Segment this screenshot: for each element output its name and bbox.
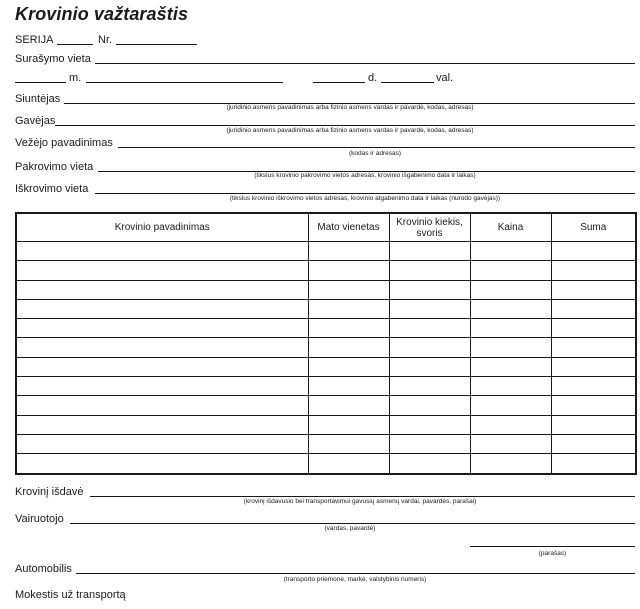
table-cell[interactable] xyxy=(551,357,636,376)
table-cell[interactable] xyxy=(470,434,551,453)
gavejas-field[interactable] xyxy=(55,125,635,126)
table-row xyxy=(16,415,636,434)
parasas-hint: (parašas) xyxy=(538,550,567,557)
cargo-table-wrapper xyxy=(15,212,635,473)
table-row xyxy=(16,454,636,474)
table-cell[interactable] xyxy=(470,299,551,318)
table-cell[interactable] xyxy=(308,434,389,453)
table-cell[interactable] xyxy=(308,415,389,434)
year-field[interactable] xyxy=(15,82,66,83)
siuntejas-label: Siuntėjas xyxy=(15,93,61,105)
table-row xyxy=(16,357,636,376)
surasymo-vieta-field[interactable] xyxy=(95,63,635,64)
nr-field[interactable] xyxy=(116,44,197,45)
table-cell[interactable] xyxy=(16,299,308,318)
col-header-kiekis-svoris: Krovinio kiekis, svoris xyxy=(389,213,470,242)
iskrovimo-field[interactable] xyxy=(95,193,635,194)
table-cell[interactable] xyxy=(308,280,389,299)
mokestis-label: Mokestis už transportą xyxy=(15,589,126,601)
day-field[interactable] xyxy=(313,82,365,83)
parasas-field[interactable] xyxy=(470,546,635,547)
table-cell[interactable] xyxy=(308,338,389,357)
table-cell[interactable] xyxy=(470,242,551,261)
table-cell[interactable] xyxy=(16,434,308,453)
table-cell[interactable] xyxy=(308,357,389,376)
table-row xyxy=(16,338,636,357)
cargo-table-header-row xyxy=(16,213,636,242)
iskrovimo-hint: (tikslus krovinio iškrovimo vietos adresas, krovinio atgabenimo data ir laikas (nurodo gavėjas)) xyxy=(229,195,501,202)
surasymo-vieta-label: Surašymo vieta xyxy=(15,53,91,65)
table-cell[interactable] xyxy=(16,415,308,434)
table-cell[interactable] xyxy=(308,242,389,261)
vairuotojo-label: Vairuotojo xyxy=(15,513,64,525)
document-title: Krovinio važtaraštis xyxy=(15,4,189,24)
table-cell[interactable] xyxy=(470,280,551,299)
vezejo-label: Vežėjo pavadinimas xyxy=(15,137,113,149)
table-cell[interactable] xyxy=(551,396,636,415)
table-cell[interactable] xyxy=(16,319,308,338)
automobilis-hint: (transporto priemonė, markė, valstybinis numeris) xyxy=(283,576,427,583)
cargo-table-body xyxy=(16,242,636,474)
table-cell[interactable] xyxy=(551,434,636,453)
table-cell[interactable] xyxy=(389,338,470,357)
table-cell[interactable] xyxy=(16,454,308,474)
iskrovimo-label: Iškrovimo vieta xyxy=(15,183,89,195)
isdave-field[interactable] xyxy=(90,496,635,497)
vairuotojo-hint: (vardas, pavardė) xyxy=(324,525,376,532)
gavejas-hint: (juridinio asmens pavadinimas arba fizinio asmens vardas ir pavardė, kodas, adresas) xyxy=(226,127,474,134)
cargo-table xyxy=(15,212,637,475)
col-header-kaina: Kaina xyxy=(470,213,551,242)
table-cell[interactable] xyxy=(470,415,551,434)
day-suffix-label: d. xyxy=(368,72,378,84)
pakrovimo-hint: (tikslus krovinio pakrovimo vietos adresas, krovinio išgabenimo data ir laikas) xyxy=(254,172,476,179)
table-cell[interactable] xyxy=(16,377,308,396)
serija-label: SERIJA xyxy=(15,34,54,46)
table-cell[interactable] xyxy=(470,357,551,376)
table-cell[interactable] xyxy=(308,396,389,415)
table-cell[interactable] xyxy=(389,377,470,396)
table-cell[interactable] xyxy=(389,299,470,318)
hour-suffix-label: val. xyxy=(436,72,454,84)
month-field[interactable] xyxy=(86,82,283,83)
table-cell[interactable] xyxy=(551,261,636,280)
isdave-hint: (krovinį išdavusio bei transportavimui gavusių asmenų vardai, pavardės, parašai) xyxy=(243,498,477,505)
table-row xyxy=(16,396,636,415)
table-cell[interactable] xyxy=(308,377,389,396)
pakrovimo-label: Pakrovimo vieta xyxy=(15,161,94,173)
table-cell[interactable] xyxy=(389,434,470,453)
table-cell[interactable] xyxy=(16,338,308,357)
table-row xyxy=(16,242,636,261)
table-cell[interactable] xyxy=(551,377,636,396)
col-header-mato-vienetas: Mato vienetas xyxy=(308,213,389,242)
table-cell[interactable] xyxy=(470,338,551,357)
table-cell[interactable] xyxy=(308,454,389,474)
serija-field[interactable] xyxy=(57,44,93,45)
vairuotojo-field[interactable] xyxy=(70,523,635,524)
table-row xyxy=(16,377,636,396)
col-header-krovinio-pavadinimas: Krovinio pavadinimas xyxy=(16,213,308,242)
gavejas-label: Gavėjas xyxy=(15,115,56,127)
table-cell[interactable] xyxy=(470,454,551,474)
vezejo-field[interactable] xyxy=(118,147,635,148)
automobilis-label: Automobilis xyxy=(15,563,72,575)
table-cell[interactable] xyxy=(389,357,470,376)
table-cell[interactable] xyxy=(551,338,636,357)
table-cell[interactable] xyxy=(16,261,308,280)
table-cell[interactable] xyxy=(16,396,308,415)
col-header-suma: Suma xyxy=(551,213,636,242)
table-cell[interactable] xyxy=(308,299,389,318)
table-row xyxy=(16,299,636,318)
table-cell[interactable] xyxy=(470,261,551,280)
table-cell[interactable] xyxy=(16,280,308,299)
table-row xyxy=(16,280,636,299)
table-cell[interactable] xyxy=(389,319,470,338)
hour-field[interactable] xyxy=(381,82,434,83)
table-cell[interactable] xyxy=(308,319,389,338)
table-cell[interactable] xyxy=(16,242,308,261)
automobilis-field[interactable] xyxy=(76,573,635,574)
table-cell[interactable] xyxy=(551,415,636,434)
table-cell[interactable] xyxy=(551,242,636,261)
table-row xyxy=(16,434,636,453)
siuntejas-hint: (juridinio asmens pavadinimas arba fizinio asmens vardas ir pavardė, kodas, adresas) xyxy=(226,104,474,111)
table-cell[interactable] xyxy=(551,454,636,474)
table-cell[interactable] xyxy=(308,261,389,280)
table-row xyxy=(16,319,636,338)
table-cell[interactable] xyxy=(470,319,551,338)
table-cell[interactable] xyxy=(389,396,470,415)
table-cell[interactable] xyxy=(551,299,636,318)
table-cell[interactable] xyxy=(389,242,470,261)
table-cell[interactable] xyxy=(389,415,470,434)
table-cell[interactable] xyxy=(16,357,308,376)
isdave-label: Krovinį išdavė xyxy=(15,486,84,498)
table-cell[interactable] xyxy=(389,261,470,280)
table-cell[interactable] xyxy=(470,396,551,415)
table-cell[interactable] xyxy=(470,377,551,396)
year-suffix-label: m. xyxy=(69,72,82,84)
table-cell[interactable] xyxy=(389,454,470,474)
table-cell[interactable] xyxy=(389,280,470,299)
table-row xyxy=(16,261,636,280)
nr-label: Nr. xyxy=(98,34,113,46)
table-cell[interactable] xyxy=(551,280,636,299)
vezejo-hint: (kodas ir adresas) xyxy=(348,150,402,157)
table-cell[interactable] xyxy=(551,319,636,338)
